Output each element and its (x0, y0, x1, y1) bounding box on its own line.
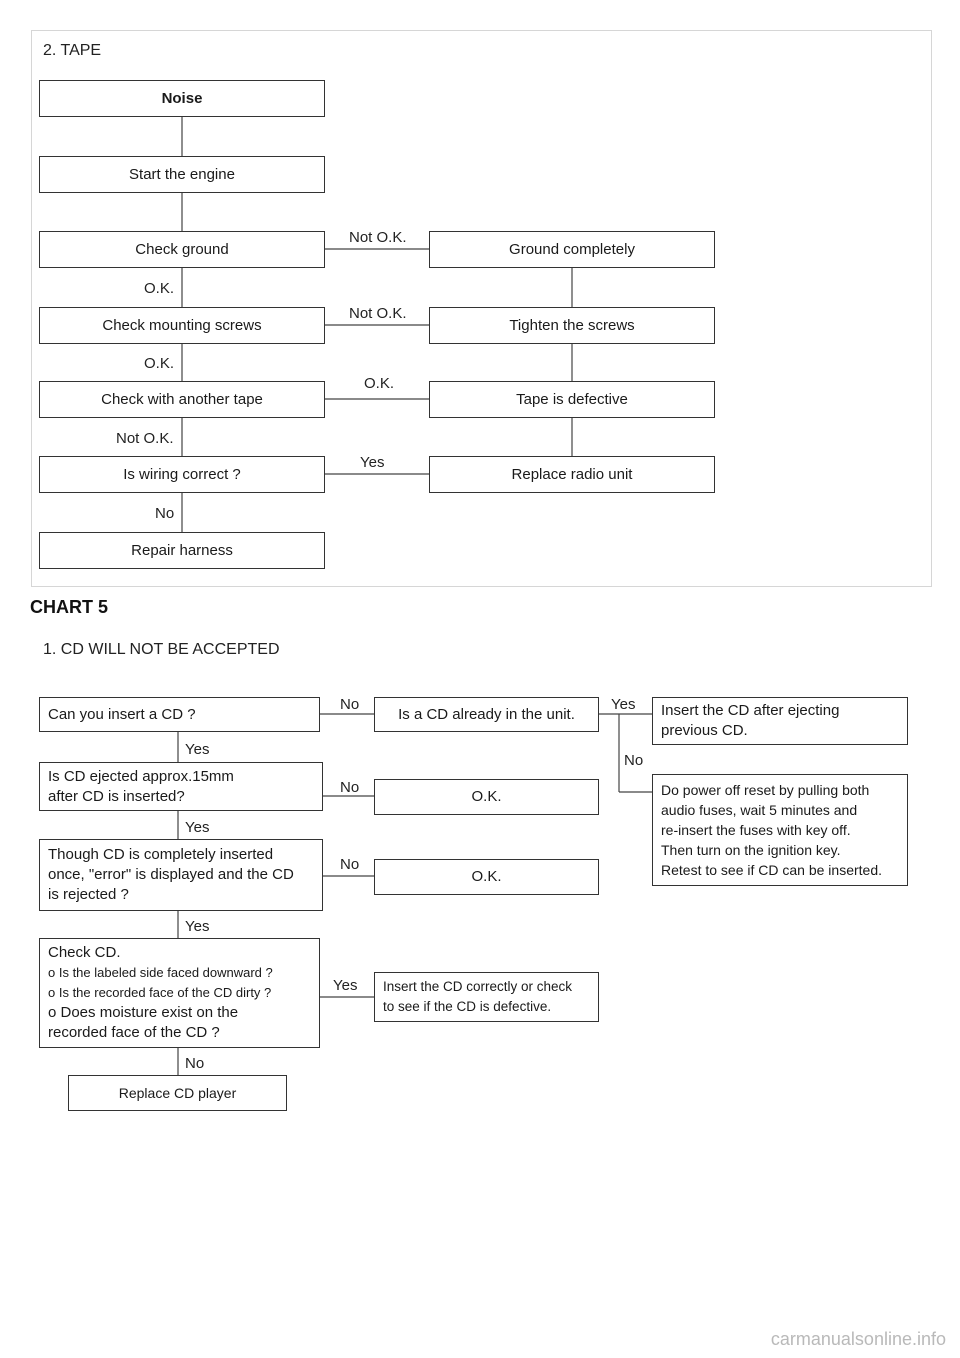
label-yes: Yes (333, 977, 358, 994)
check-tape-box: Check with another tape (39, 381, 325, 418)
ok-box-b: O.K. (374, 859, 599, 895)
tape-defective-box: Tape is defective (429, 381, 715, 418)
check-cd-box (39, 938, 320, 1048)
insert-correctly-box: Insert the CD correctly or check to see if the CD is defective. (374, 972, 599, 1022)
check-cd-item: o Does moisture exist on the recorded face of the CD ? (48, 1004, 239, 1041)
label-no: No (340, 779, 360, 796)
label-no: No (340, 696, 360, 713)
repair-harness-box: Repair harness (39, 532, 325, 569)
noise-box: Noise (39, 80, 325, 117)
ok-box-a: O.K. (374, 779, 599, 815)
insert-cd-box: Can you insert a CD ? (39, 697, 320, 732)
power-reset-box: Do power off reset by pulling both audio fuses, wait 5 minutes and re-insert the fuses with key off. Then turn on the ignition key. Retest to see if CD can be inserted. (652, 774, 908, 886)
replace-radio-box: Replace radio unit (429, 456, 715, 493)
cd-already-box: Is a CD already in the unit. (374, 697, 599, 732)
wiring-correct-box: Is wiring correct ? (39, 456, 325, 493)
though-cd-box: Though CD is completely inserted once, "error" is displayed and the CD is rejected ? (39, 839, 323, 911)
check-cd-title: Check CD. (48, 944, 121, 961)
label-yes: Yes (185, 819, 210, 836)
label-not-ok: Not O.K. (349, 305, 407, 322)
label-no: No (185, 1055, 205, 1072)
tape-section-title: 2. TAPE (43, 42, 102, 59)
ground-completely-box: Ground completely (429, 231, 715, 268)
label-ok: O.K. (144, 280, 175, 297)
label-no: No (155, 505, 175, 522)
label-yes: Yes (611, 696, 636, 713)
cd-section-title: 1. CD WILL NOT BE ACCEPTED (43, 641, 280, 658)
cd-ejected-box: Is CD ejected approx.15mm after CD is inserted? (39, 762, 323, 811)
check-cd-item: o Is the recorded face of the CD dirty ? (48, 985, 272, 1000)
label-yes: Yes (185, 918, 210, 935)
insert-after-eject-box: Insert the CD after ejecting previous CD. (652, 697, 908, 745)
watermark: carmanualsonline.info (770, 1329, 946, 1349)
start-engine-box: Start the engine (39, 156, 325, 193)
label-ok: O.K. (144, 355, 175, 372)
check-mounting-box: Check mounting screws (39, 307, 325, 344)
label-ok: O.K. (364, 375, 395, 392)
label-not-ok: Not O.K. (349, 229, 407, 246)
label-not-ok: Not O.K. (116, 430, 174, 447)
tighten-screws-box: Tighten the screws (429, 307, 715, 344)
label-yes: Yes (360, 454, 385, 471)
label-no: No (340, 856, 360, 873)
check-cd-item: o Is the labeled side faced downward ? (48, 965, 273, 980)
label-no: No (624, 752, 644, 769)
replace-cd-box: Replace CD player (68, 1075, 287, 1111)
check-ground-box: Check ground (39, 231, 325, 268)
label-yes: Yes (185, 741, 210, 758)
chart-heading: CHART 5 (30, 597, 109, 617)
